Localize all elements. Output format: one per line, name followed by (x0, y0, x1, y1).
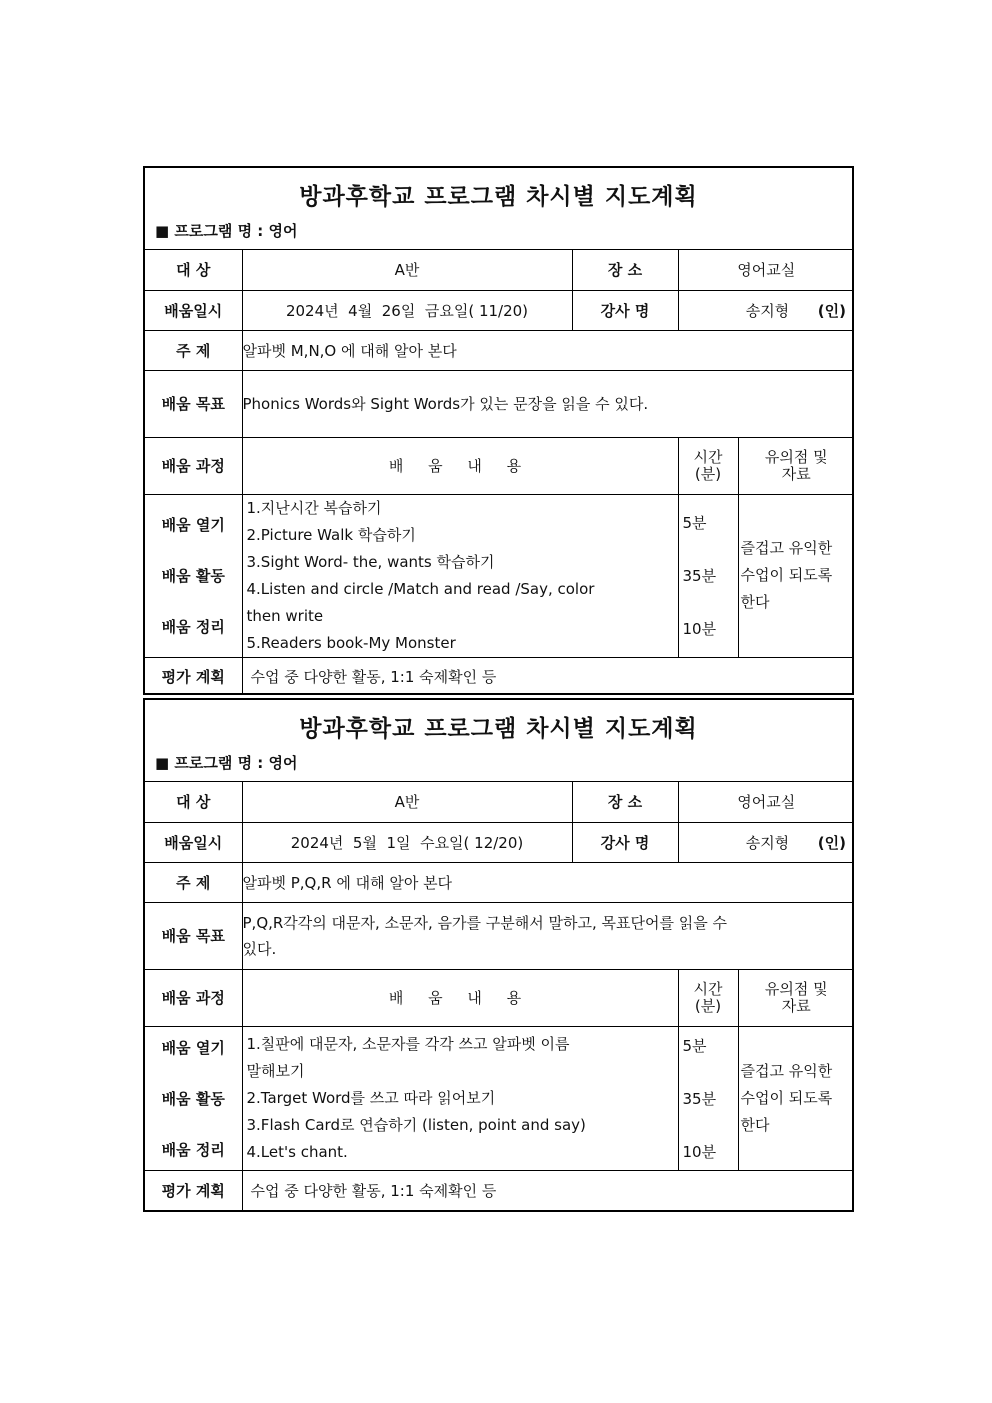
stage-list (145, 494, 242, 657)
date-label: 배움일시 (145, 822, 242, 862)
target-value: A반 (242, 782, 572, 822)
topic-value: 알파벳 M,N,O 에 대해 알아 본다 (242, 330, 854, 370)
lesson-plan-2 (143, 698, 854, 1212)
note-line: 즐겁고 유익한 (740, 1061, 833, 1080)
goal-value (242, 902, 854, 969)
teacher-name: 송지형 (745, 301, 790, 320)
place-label: 장 소 (572, 782, 678, 822)
goal-label: 배움 목표 (145, 370, 242, 437)
time-open: 5분 (682, 514, 707, 532)
date-label: 배움일시 (145, 290, 242, 330)
eval-value: 수업 중 다양한 활동, 1:1 숙제확인 등 (242, 657, 854, 695)
content-item: 2.Target Word를 쓰고 따라 읽어보기 (246, 1088, 496, 1107)
lesson-plan-1 (143, 166, 854, 695)
note-header: 유의점 및 자료 (738, 969, 854, 1026)
time-header: 시간 (분) (678, 969, 738, 1026)
plan-title: 방과후학교 프로그램 차시별 지도계획 (299, 183, 698, 210)
time-activity: 35분 (682, 1089, 717, 1108)
teacher-cell (678, 290, 854, 330)
plan-table (145, 782, 854, 1210)
content-item: 3.Flash Card로 연습하기 (listen, point and say) (246, 1115, 586, 1134)
content-item: then write (246, 606, 324, 625)
content-item: 말해보기 (246, 1061, 305, 1080)
stage-wrap: 배움 정리 (161, 1140, 225, 1159)
seal-mark: (인) (817, 301, 846, 320)
eval-label: 평가 계획 (145, 657, 242, 695)
target-label: 대 상 (145, 782, 242, 822)
program-name: ■ 프로그램 명 : 영어 (155, 222, 298, 240)
time-header: 시간 (분) (678, 437, 738, 494)
plan-header (145, 700, 852, 782)
time-list (678, 494, 738, 657)
content-header: 배 움 내 용 (242, 969, 678, 1026)
note-line: 즐겁고 유익한 (740, 539, 833, 557)
topic-label: 주 제 (145, 330, 242, 370)
time-list (678, 1026, 738, 1170)
target-label: 대 상 (145, 250, 242, 290)
teacher-label: 강사 명 (572, 822, 678, 862)
content-item: 3.Sight Word- the, wants 학습하기 (246, 552, 495, 571)
eval-value: 수업 중 다양한 활동, 1:1 숙제확인 등 (242, 1170, 854, 1210)
plan-title: 방과후학교 프로그램 차시별 지도계획 (299, 715, 698, 742)
goal-line: P,Q,R각각의 대문자, 소문자, 음가를 구분해서 말하고, 목표단어를 읽을 수 (242, 913, 727, 932)
content-item: 1.지난시간 복습하기 (246, 498, 382, 517)
content-header: 배 움 내 용 (242, 437, 678, 494)
stage-activity: 배움 활동 (161, 1089, 225, 1108)
stage-wrap: 배움 정리 (161, 618, 225, 636)
content-item: 5.Readers book-My Monster (246, 633, 456, 652)
process-label: 배움 과정 (145, 437, 242, 494)
note-line: 수업이 되도록 (740, 1088, 833, 1107)
program-name: ■ 프로그램 명 : 영어 (155, 754, 298, 772)
plan-header (145, 168, 852, 250)
stage-activity: 배움 활동 (161, 567, 225, 585)
goal-line: 있다. (242, 939, 277, 958)
note-line: 수업이 되도록 (740, 566, 833, 584)
goal-value: Phonics Words와 Sight Words가 있는 문장을 읽을 수 있다. (242, 370, 854, 437)
place-value: 영어교실 (678, 782, 854, 822)
place-value: 영어교실 (678, 250, 854, 290)
content-item: 2.Picture Walk 학습하기 (246, 525, 416, 544)
target-value: A반 (242, 250, 572, 290)
topic-label: 주 제 (145, 862, 242, 902)
stage-open: 배움 열기 (161, 516, 225, 534)
note-line: 한다 (740, 593, 770, 611)
stage-open: 배움 열기 (161, 1038, 225, 1057)
content-list (242, 1026, 678, 1170)
date-value: 2024년 4월 26일 금요일( 11/20) (242, 290, 572, 330)
content-item: 4.Let's chant. (246, 1142, 348, 1161)
teacher-label: 강사 명 (572, 290, 678, 330)
plan-table (145, 250, 854, 695)
date-value: 2024년 5월 1일 수요일( 12/20) (242, 822, 572, 862)
content-item: 4.Listen and circle /Match and read /Say, color (246, 579, 595, 598)
goal-label: 배움 목표 (145, 902, 242, 969)
place-label: 장 소 (572, 250, 678, 290)
stage-list (145, 1026, 242, 1170)
note-line: 한다 (740, 1115, 770, 1134)
seal-mark: (인) (817, 833, 846, 852)
content-list (242, 494, 678, 657)
note-header: 유의점 및 자료 (738, 437, 854, 494)
time-open: 5분 (682, 1036, 707, 1055)
note-list (738, 1026, 854, 1170)
time-wrap: 10분 (682, 620, 717, 638)
time-activity: 35분 (682, 567, 717, 585)
teacher-name: 송지형 (745, 833, 790, 852)
note-list (738, 494, 854, 657)
process-label: 배움 과정 (145, 969, 242, 1026)
eval-label: 평가 계획 (145, 1170, 242, 1210)
content-item: 1.칠판에 대문자, 소문자를 각각 쓰고 알파벳 이름 (246, 1034, 570, 1053)
topic-value: 알파벳 P,Q,R 에 대해 알아 본다 (242, 862, 854, 902)
time-wrap: 10분 (682, 1142, 717, 1161)
teacher-cell (678, 822, 854, 862)
